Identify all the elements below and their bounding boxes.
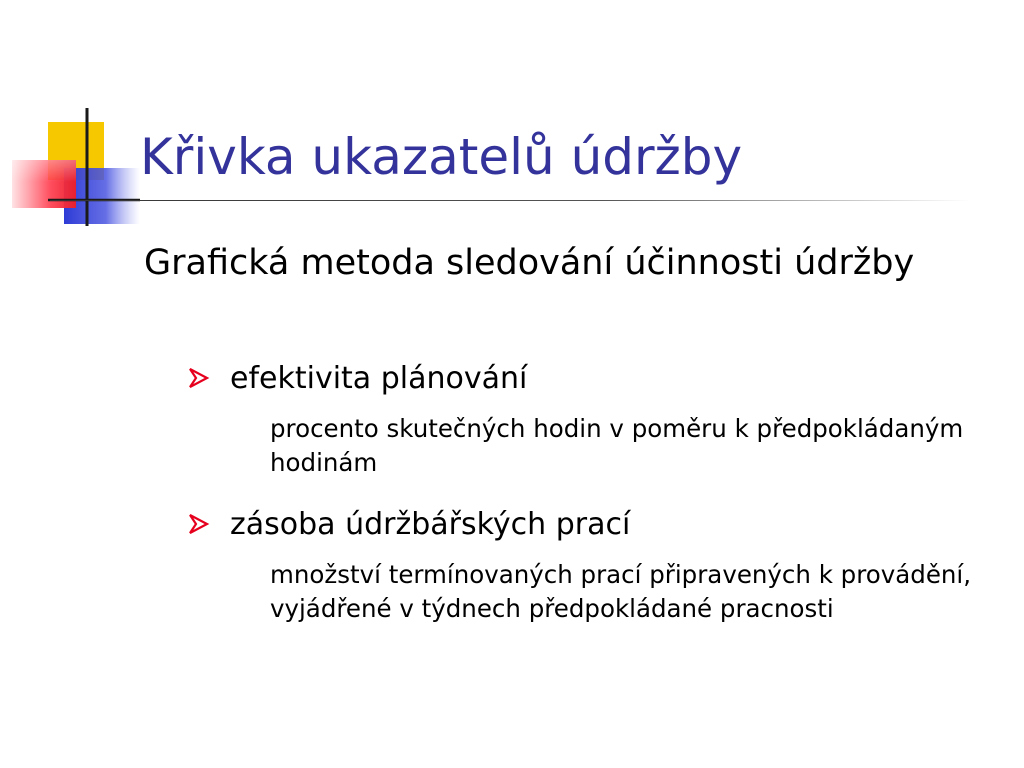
slide-logo-icon [0,0,160,240]
title-divider [50,200,970,201]
arrowhead-bullet-icon [186,366,210,390]
slide-title: Křivka ukazatelů údržby [140,128,743,186]
bullet-detail: procento skutečných hodin v poměru k předpokládaným hodinám [270,414,964,477]
bullet-heading: efektivita plánování [230,360,528,396]
arrowhead-bullet-icon [186,512,210,536]
intro-text: Grafická metoda sledování účinnosti údržby [144,243,915,283]
bullet-item-backlog [186,504,630,544]
bullet-heading: zásoba údržbářských prací [230,506,631,542]
bullet-detail: množství termínovaných prací připravených k provádění, vyjádřené v týdnech předpokládané pracnosti [270,560,972,623]
bullet-item-planning [186,358,527,398]
